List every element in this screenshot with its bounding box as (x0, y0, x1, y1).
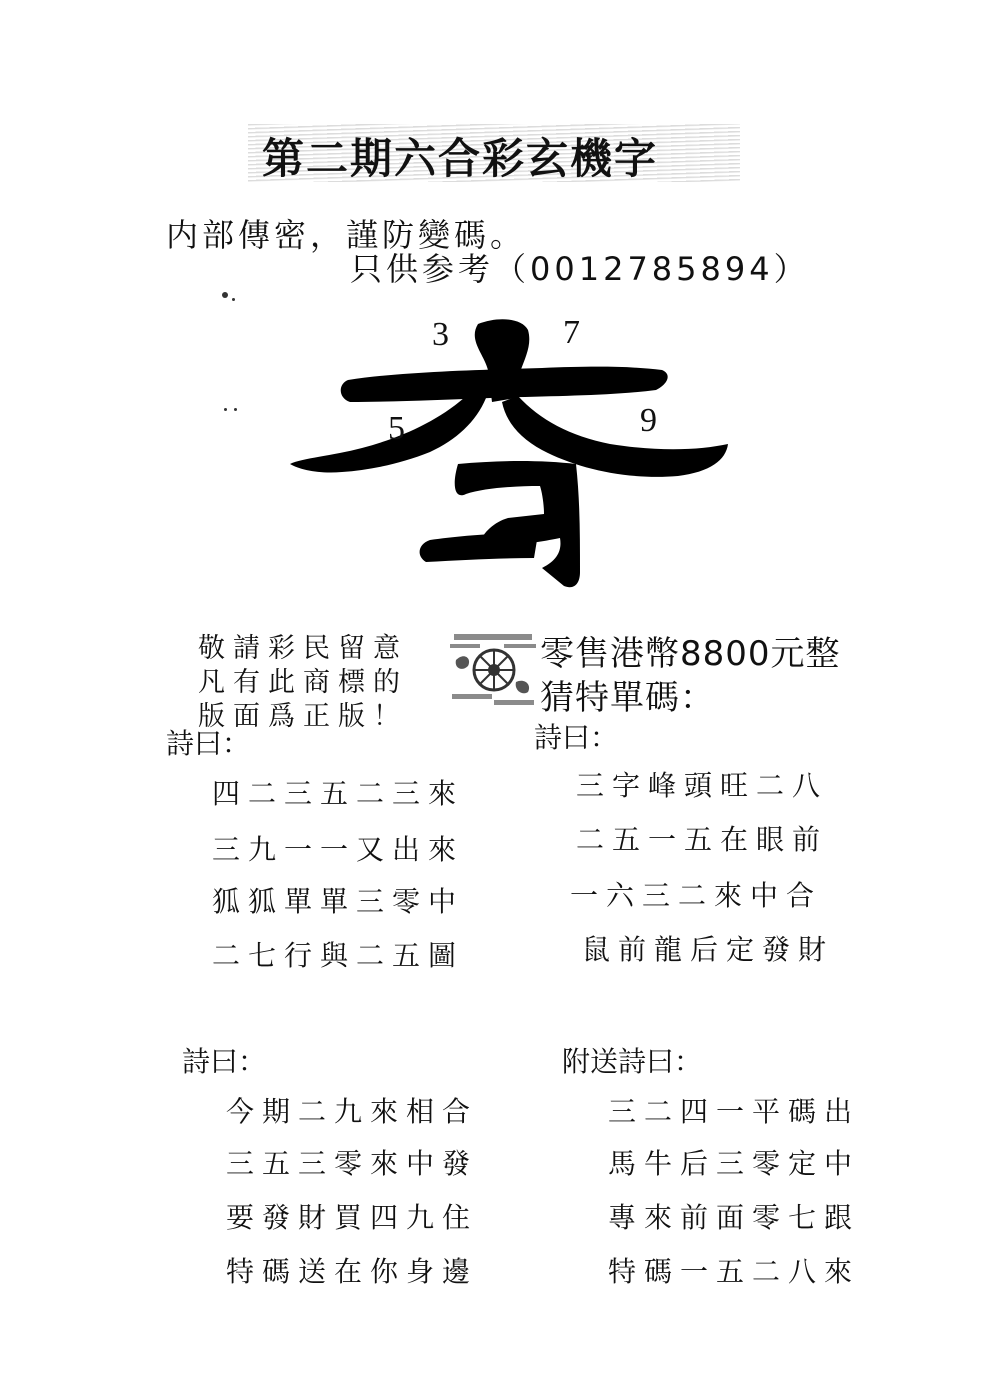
poem-1-line: 三九一一又出來 (212, 833, 465, 866)
poem-4-line: 三二四一平碼出 (608, 1095, 861, 1128)
scan-speck (222, 292, 228, 298)
poem-4-line: 專來前面零七跟 (608, 1201, 861, 1234)
glyph-number-3: 3 (432, 316, 449, 353)
notice-line: 版面爲正版！ (198, 701, 408, 732)
poem-1-line: 四二三五二三來 (212, 777, 465, 810)
scan-speck (232, 298, 235, 301)
glyph-number-9: 9 (640, 402, 657, 439)
poem-2-line: 二五一五在眼前 (576, 823, 829, 856)
glyph-number-5: 5 (388, 410, 405, 447)
brush-glyph-graphic (280, 310, 740, 600)
notice-line: 凡有此商標的 (198, 667, 408, 698)
poem-1-line: 二七行與二五圖 (212, 939, 465, 972)
price-line: 零售港幣8800元整 (540, 634, 841, 674)
guess-special-number-label: 猜特單碼： (540, 678, 715, 718)
poem-3-line: 今期二九來相合 (226, 1095, 479, 1128)
poem-1-heading: 詩曰： (166, 727, 251, 760)
notice-block (198, 632, 408, 734)
poem-4-line: 馬牛后三零定中 (608, 1147, 861, 1180)
poem-2-line: 一六三二來中合 (570, 879, 823, 912)
header-line-secret: 内部傳密，謹防變碼。 (166, 216, 527, 254)
poem-2-line: 三字峰頭旺二八 (576, 769, 829, 802)
notice-line: 敬請彩民留意 (198, 633, 408, 664)
scan-speck (234, 408, 237, 411)
trademark-logo (450, 630, 536, 712)
header-line-reference: 只供参考（0012785894） (350, 250, 810, 288)
poem-4-line: 特碼一五二八來 (608, 1255, 861, 1288)
poem-1-line: 狐狐單單三零中 (212, 885, 465, 918)
poem-3-heading: 詩曰： (182, 1045, 267, 1078)
poem-3-line: 三五三零來中發 (226, 1147, 479, 1180)
poem-3-line: 要發財買四九住 (226, 1201, 479, 1234)
poem-3-line: 特碼送在你身邊 (226, 1255, 479, 1288)
page-title: 第二期六合彩玄機字 (262, 134, 659, 183)
glyph-number-7: 7 (563, 314, 580, 351)
poem-4-heading: 附送詩曰： (562, 1045, 703, 1078)
poem-2-heading: 詩曰： (534, 721, 619, 754)
scan-speck (224, 408, 227, 411)
poem-2-line: 鼠前龍后定發財 (582, 933, 835, 966)
